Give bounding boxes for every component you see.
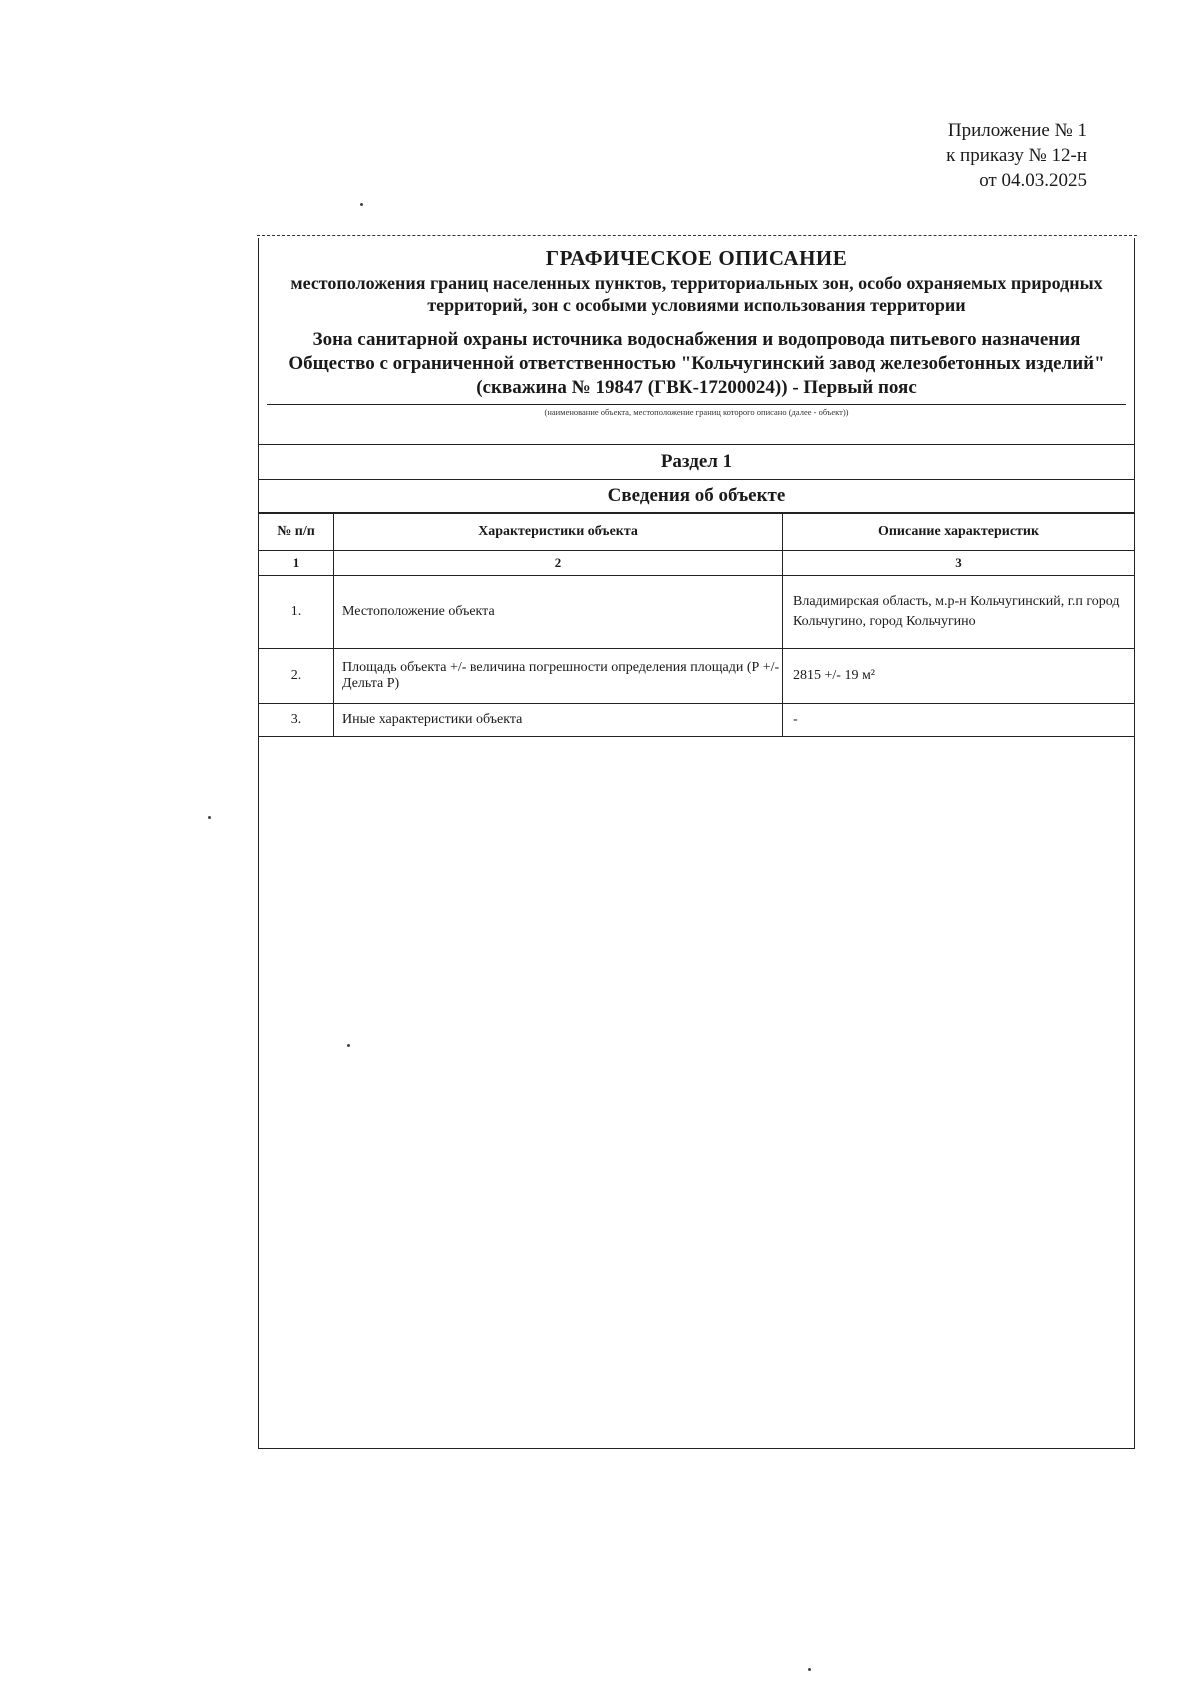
table-row [259, 649, 1134, 704]
section-divider [259, 418, 1134, 445]
column-header: Характеристики объекта [334, 514, 783, 551]
blank-drawing-area [259, 748, 1134, 1448]
row-number: 3. [259, 704, 334, 737]
row-characteristic: Местоположение объекта [334, 576, 783, 649]
column-header: № п/п [259, 514, 334, 551]
table-row [259, 704, 1134, 737]
column-number: 1 [259, 551, 334, 576]
row-number: 2. [259, 649, 334, 704]
document-title: ГРАФИЧЕСКОЕ ОПИСАНИЕ [545, 246, 848, 270]
scan-speck [808, 1668, 811, 1671]
frame-top-border [257, 235, 1137, 236]
table-row [259, 576, 1134, 649]
row-number: 1. [259, 576, 334, 649]
column-number: 2 [334, 551, 783, 576]
appendix-line-2: к приказу № 12-н [946, 145, 1087, 166]
row-characteristic: Площадь объекта +/- величина погрешности определения площади (Р +/- Дельта Р) [334, 649, 783, 704]
object-info-table [259, 513, 1134, 737]
document-subtitle: местоположения границ населенных пунктов, территориальных зон, особо охраняемых природных территорий, зон с особыми условиями использования территории [290, 273, 1103, 315]
section-subtitle: Сведения об объекте [259, 480, 1134, 513]
scan-speck [208, 816, 211, 819]
appendix-line-3: от 04.03.2025 [979, 170, 1087, 191]
section-title: Раздел 1 [259, 445, 1134, 480]
row-description: - [783, 704, 1135, 737]
row-characteristic: Иные характеристики объекта [334, 704, 783, 737]
appendix-line-1: Приложение № 1 [947, 120, 1087, 141]
column-number-row [259, 551, 1134, 576]
object-name-caption: (наименование объекта, местоположение границ которого описано (далее - объект)) [267, 404, 1126, 418]
appendix-block [946, 118, 1087, 193]
column-number: 3 [783, 551, 1135, 576]
document-frame [258, 238, 1135, 1449]
scan-speck [360, 203, 363, 206]
title-block [259, 238, 1134, 418]
object-name: Зона санитарной охраны источника водоснабжения и водопровода питьевого назначения Общество с ограниченной ответственностью "Кольчугинский завод железобетонных изделий" (скважина № 19847 (ГВК-17200024)) - Первый пояс [288, 329, 1105, 398]
column-header: Описание характеристик [783, 514, 1135, 551]
table-header-row [259, 514, 1134, 551]
row-description: 2815 +/- 19 м² [783, 649, 1135, 704]
row-description: Владимирская область, м.р-н Кольчугинский, г.п город Кольчугино, город Кольчугино [783, 576, 1135, 649]
